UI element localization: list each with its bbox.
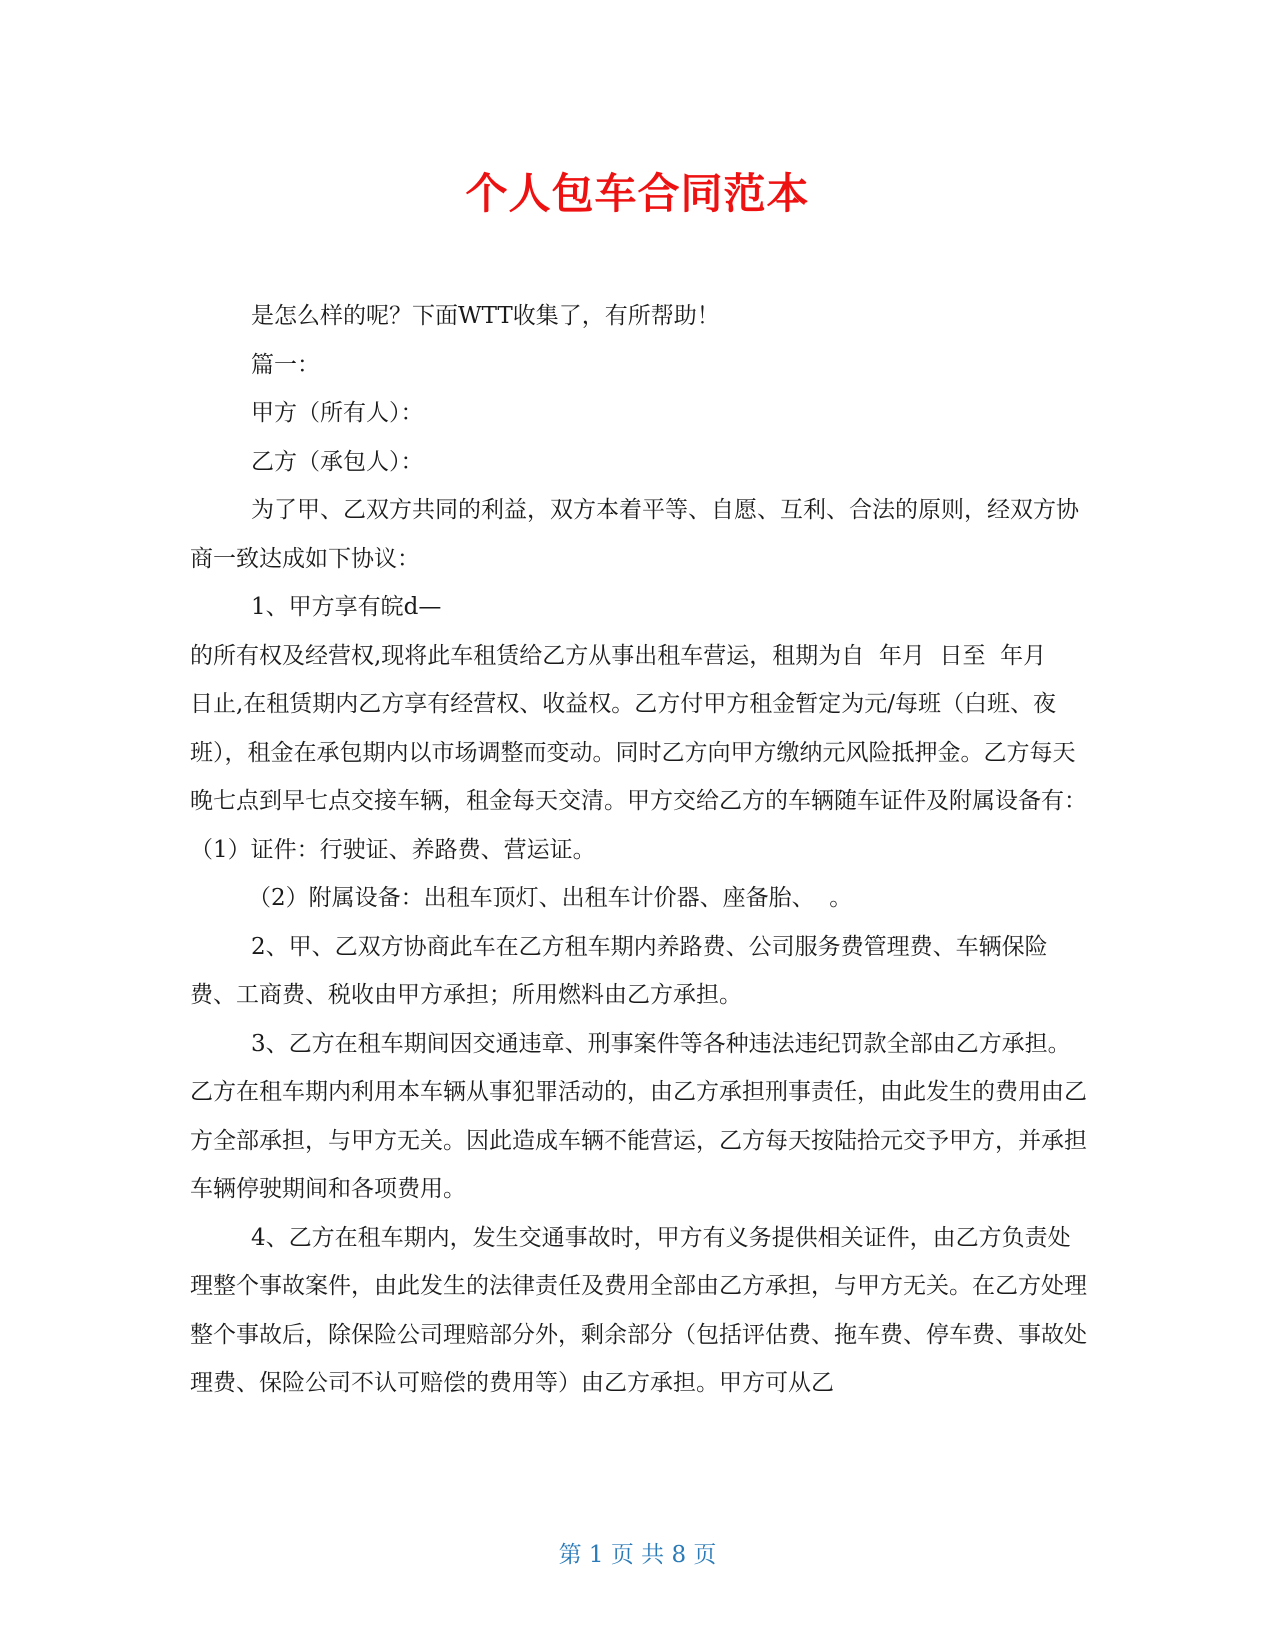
paragraph-clause-2: 2、甲、乙双方协商此车在乙方租车期内养路费、公司服务费管理费、车辆保险费、工商费、税收由甲方承担；所用燃料由乙方承担。 [190, 933, 1048, 1008]
paragraph-clause-1-equipment: （2）附属设备：出租车顶灯、出租车计价器、座备胎、 。 [248, 885, 853, 911]
page-footer: 第 1 页 共 8 页 [558, 1542, 717, 1568]
paragraph-clause-1-head: 1、甲方享有皖d— [251, 594, 442, 620]
paragraph-clause-1-body: 日止,在租赁期内乙方享有经营权、收益权。乙方付甲方租金暂定为元/每班（白班、夜班），租金在承包期内以市场调整而变动。同时乙方向甲方缴纳元风险抵押金。乙方每天晚七点到早七点交接车辆，租金每天交清。甲方交给乙方的车辆随车证件及附属设备有：（1）证件：行驶证、养路费、营运证。 [190, 691, 1087, 863]
document-body [190, 292, 1090, 1408]
paragraph-clause-4: 4、乙方在租车期内，发生交通事故时，甲方有义务提供相关证件，由乙方负责处理整个事故案件，由此发生的法律责任及费用全部由乙方承担，与甲方无关。在乙方处理整个事故后，除保险公司理赔部分外，剩余部分（包括评估费、拖车费、停车费、事故处理费、保险公司不认可赔偿的费用等）由乙方承担。甲方可从乙 [190, 1224, 1087, 1396]
paragraph-preamble: 为了甲、乙双方共同的利益，双方本着平等、自愿、互利、合法的原则，经双方协商一致达成如下协议： [190, 497, 1079, 572]
document-title: 个人包车合同范本 [465, 169, 810, 218]
paragraph-clause-1-term: 的所有权及经营权,现将此车租赁给乙方从事出租车营运，租期为自 年月 日至 年月 [190, 642, 1047, 669]
paragraph-party-b: 乙方（承包人）： [251, 448, 424, 475]
paragraph-section-label: 篇一： [251, 351, 320, 378]
paragraph-intro: 是怎么样的呢？下面WTT收集了，有所帮助！ [251, 303, 720, 329]
paragraph-party-a: 甲方（所有人）： [251, 400, 424, 426]
paragraph-clause-3: 3、乙方在租车期间因交通违章、刑事案件等各种违法违纪罚款全部由乙方承担。乙方在租车期内利用本车辆从事犯罪活动的，由乙方承担刑事责任，由此发生的费用由乙方全部承担，与甲方无关。因此造成车辆不能营运，乙方每天按陆拾元交予甲方，并承担车辆停驶期间和各项费用。 [190, 1030, 1087, 1202]
